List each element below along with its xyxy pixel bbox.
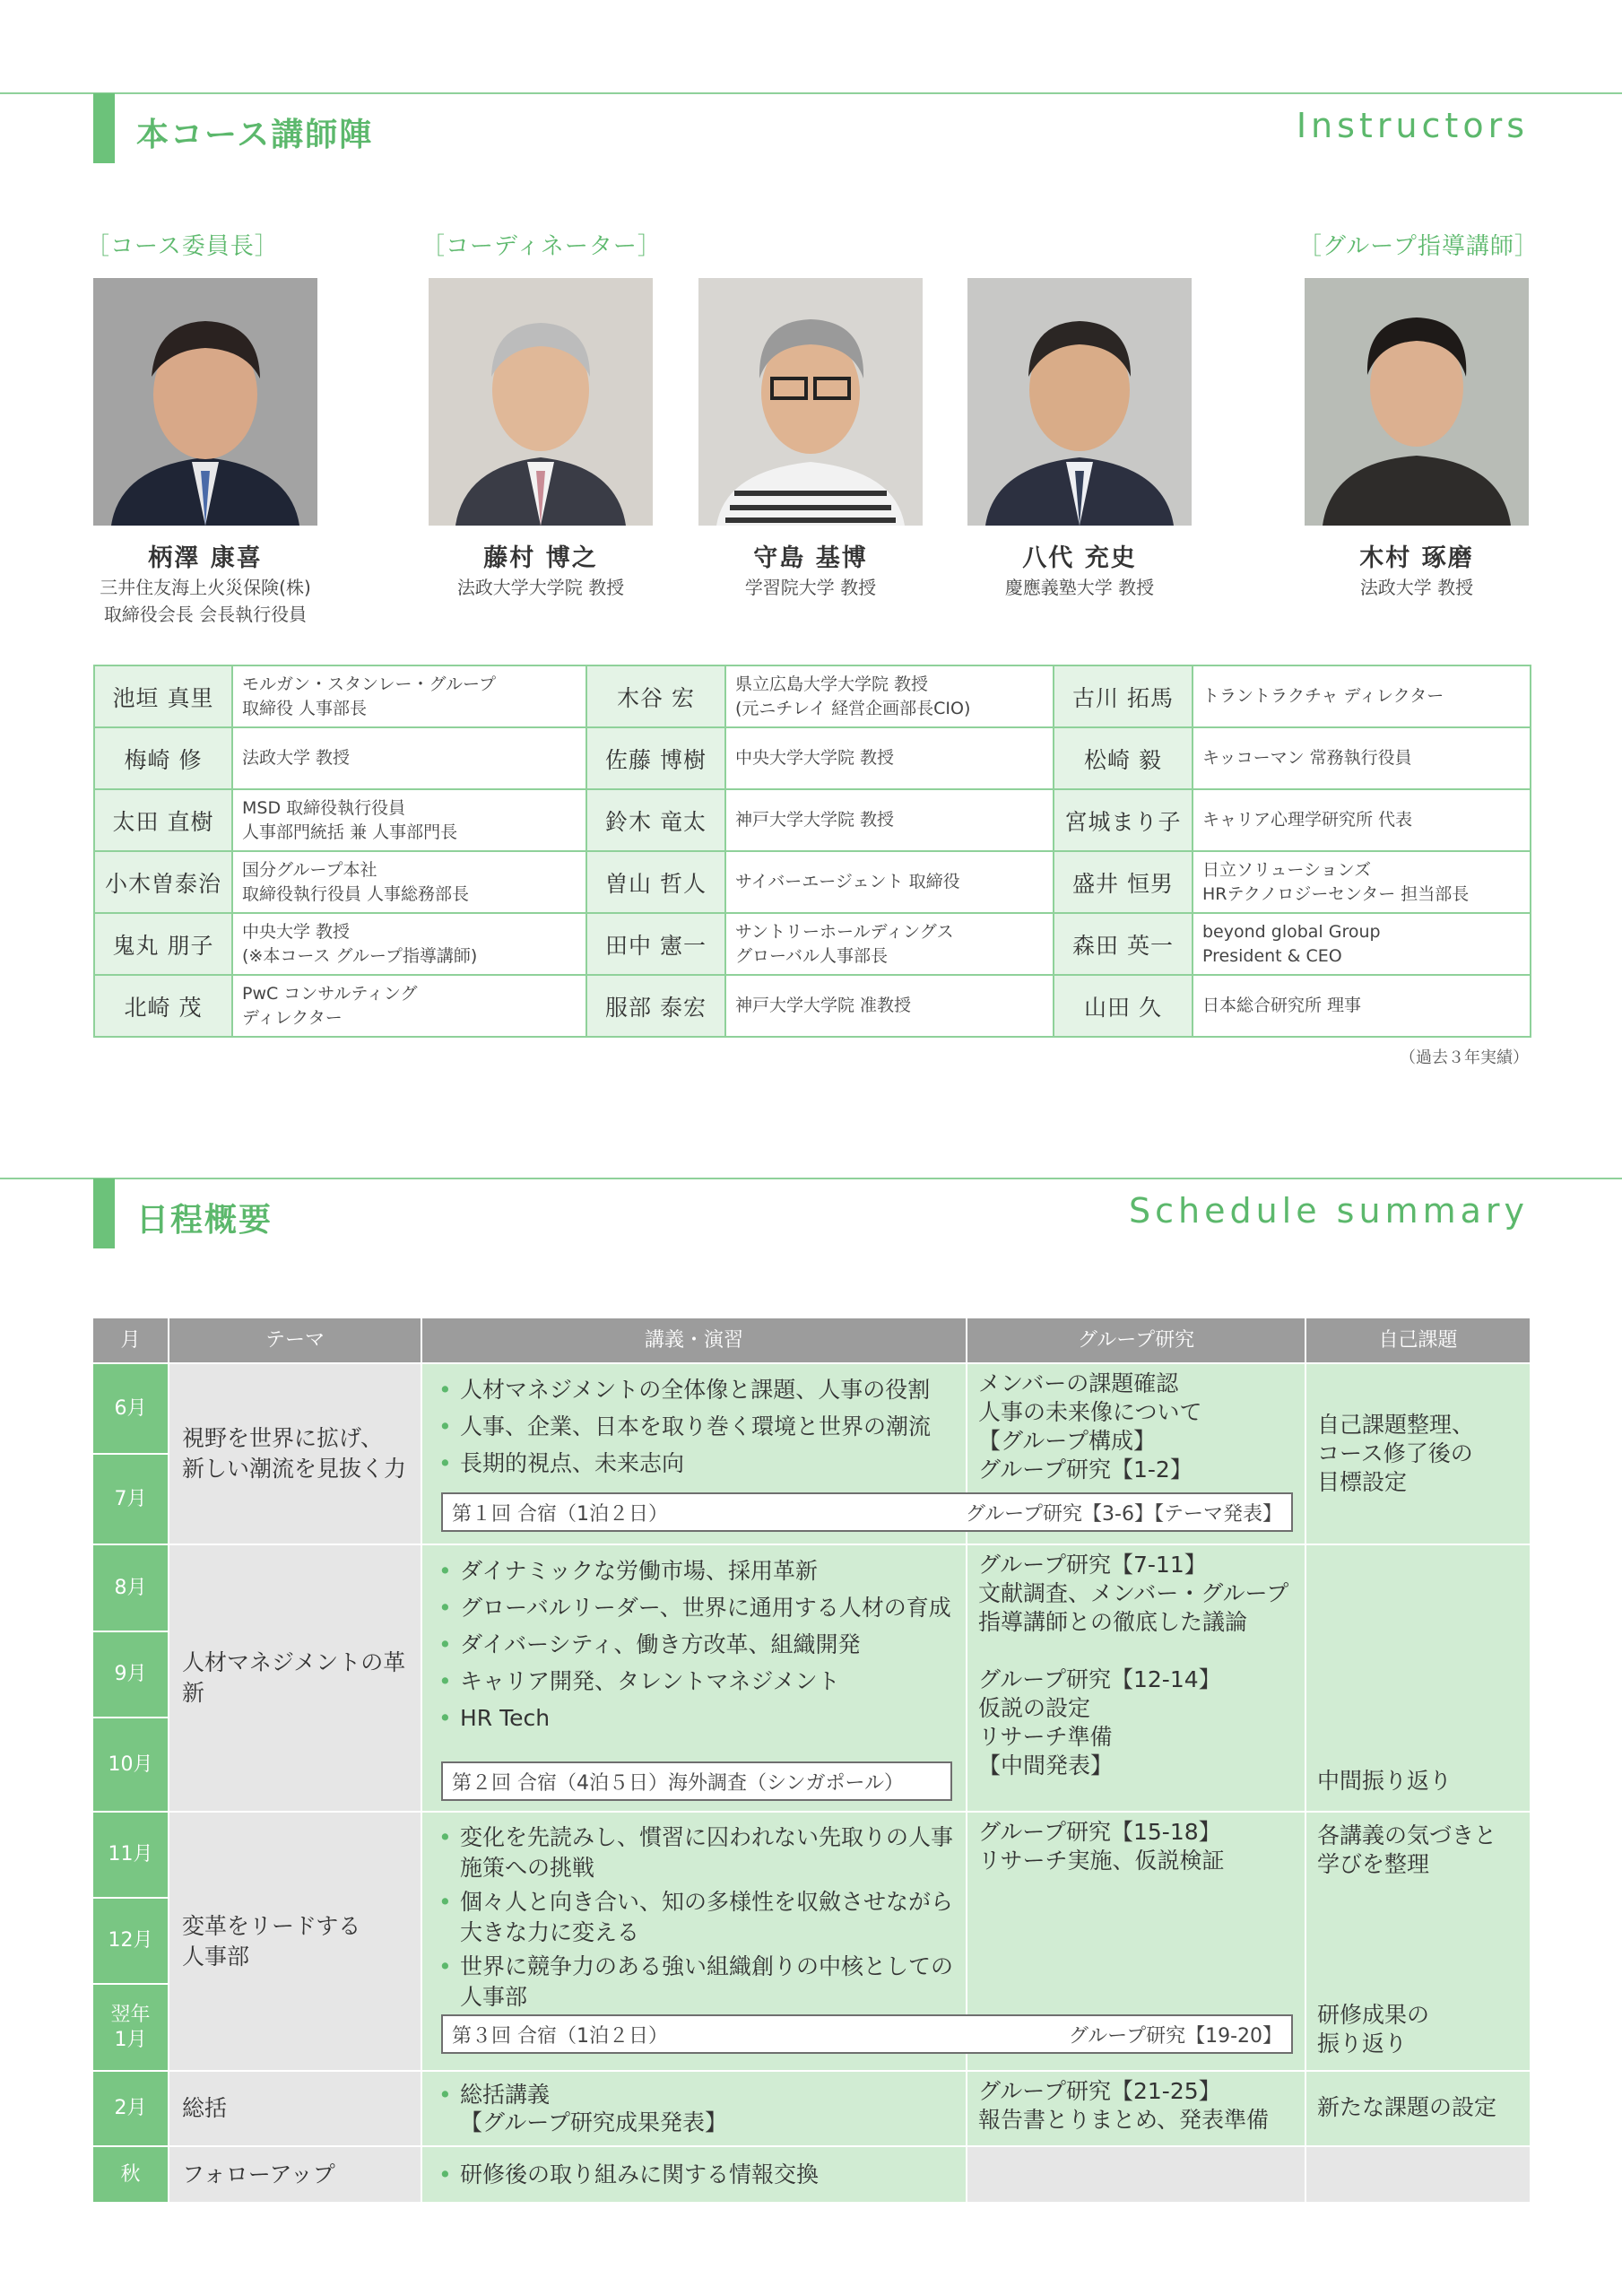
- lecture-list-5: [422, 2147, 966, 2193]
- faculty-row: [94, 851, 1531, 913]
- faculty-row: [94, 727, 1531, 789]
- camp-label-2: 第２回 合宿（4泊５日）海外調査（シンガポール）: [452, 1771, 905, 1795]
- faculty-name: 曽山 哲人: [586, 851, 725, 913]
- self-text-3b: 研修成果の 振り返り: [1317, 2002, 1430, 2057]
- faculty-name: 宮城まり子: [1054, 789, 1193, 851]
- self-text-3a: 各講義の気づきと 学びを整理: [1317, 1822, 1497, 1877]
- instructor-affiliation-3: 学習院大学 教授: [744, 577, 877, 598]
- header-month: 月: [93, 1318, 168, 1362]
- self-cell-4: [1306, 2072, 1530, 2145]
- faculty-row: [94, 789, 1531, 851]
- month-10: 10月: [93, 1718, 168, 1811]
- faculty-affiliation: サイバーエージェント 取締役: [725, 851, 1054, 913]
- instructors-title-en: Instructors: [1296, 106, 1529, 145]
- faculty-affiliation: PwC コンサルティング ディレクター: [232, 975, 586, 1037]
- self-cell-1: [1306, 1364, 1530, 1544]
- camp-box-1: [441, 1492, 1293, 1532]
- camp-group-1: グループ研究【3-6】【テーマ発表】: [965, 1502, 1282, 1526]
- instructor-affiliation-5: 法政大学 教授: [1359, 577, 1474, 598]
- header-lecture: 講義・演習: [422, 1318, 966, 1362]
- month-12: 12月: [93, 1899, 168, 1983]
- faculty-row: [94, 913, 1531, 975]
- faculty-name: 北崎 茂: [94, 975, 232, 1037]
- instructor-photo-1: [93, 278, 317, 526]
- self-text-1: 自己課題整理、 コース修了後の 目標設定: [1317, 1412, 1475, 1495]
- role-group-lecturer: ［グループ指導講師］: [1298, 233, 1539, 260]
- faculty-affiliation: 日立ソリューションズ HRテクノロジーセンター 担当部長: [1193, 851, 1531, 913]
- theme-1: 視野を世界に拡げ、 新しい潮流を見抜く力: [169, 1364, 421, 1544]
- theme-4: 総括: [169, 2072, 421, 2145]
- instructor-photo-3: [698, 278, 923, 526]
- self-cell-3: [1306, 1813, 1530, 2070]
- schedule-table: [93, 1318, 1530, 2202]
- faculty-row: [94, 665, 1531, 727]
- camp-label-3: 第３回 合宿（1泊２日）: [452, 2024, 668, 2048]
- faculty-name: 木谷 宏: [586, 665, 725, 727]
- month-6: 6月: [93, 1364, 168, 1453]
- camp-group-3: グループ研究【19-20】: [1068, 2024, 1282, 2048]
- schedule-title: 日程概要: [136, 1202, 273, 1239]
- faculty-affiliation: 神戸大学大学院 教授: [725, 789, 1054, 851]
- header-group: グループ研究: [967, 1318, 1305, 1362]
- faculty-note: （過去３年実績）: [1400, 1048, 1529, 1067]
- faculty-affiliation: 国分グループ本社 取締役執行役員 人事総務部長: [232, 851, 586, 913]
- month-autumn: 秋: [93, 2147, 168, 2202]
- self-cell-2: [1306, 1545, 1530, 1811]
- lecture-item: • 研修後の取り組みに関する情報交換: [438, 2156, 957, 2193]
- faculty-name: 佐藤 博樹: [586, 727, 725, 789]
- lecture-cell-4: [422, 2072, 966, 2145]
- faculty-name: 松崎 毅: [1054, 727, 1193, 789]
- role-chair: ［コース委員長］: [86, 233, 279, 260]
- theme-5: フォローアップ: [169, 2147, 421, 2202]
- instructors-top-rule: [0, 92, 1622, 94]
- faculty-affiliation: キャリア心理学研究所 代表: [1193, 789, 1531, 851]
- header-theme: テーマ: [169, 1318, 421, 1362]
- schedule-accent-bar: [93, 1178, 115, 1248]
- lecture-item: • 変化を先読みし、慣習に囚われない先取りの人事施策への挑戦: [438, 1822, 953, 1883]
- instructor-name-3: 守島 基博: [753, 544, 868, 572]
- faculty-name: 小木曽泰治: [94, 851, 232, 913]
- faculty-name: 池垣 真里: [94, 665, 232, 727]
- faculty-affiliation: MSD 取締役執行役員 人事部門統括 兼 人事部門長: [232, 789, 586, 851]
- instructor-photo-5: [1305, 278, 1529, 526]
- faculty-affiliation: beyond global Group President & CEO: [1193, 913, 1531, 975]
- instructor-affiliation-2: 法政大学大学院 教授: [456, 577, 625, 598]
- faculty-name: 鬼丸 朋子: [94, 913, 232, 975]
- faculty-affiliation: キッコーマン 常務執行役員: [1193, 727, 1531, 789]
- month-9: 9月: [93, 1632, 168, 1717]
- faculty-name: 山田 久: [1054, 975, 1193, 1037]
- lecture-item: • 人事、企業、日本を取り巻く環境と世界の潮流: [438, 1408, 957, 1445]
- camp-box-3: [441, 2014, 1293, 2054]
- instructor-name-1: 柄澤 康喜: [148, 544, 263, 572]
- lecture-item: • ダイナミックな労働市場、採用革新: [438, 1552, 957, 1589]
- instructor-photo-2: [429, 278, 653, 526]
- group-cell-5: [967, 2147, 1305, 2202]
- faculty-affiliation: 中央大学大学院 教授: [725, 727, 1054, 789]
- lecture-list-2: [422, 1545, 966, 1736]
- theme-3: 変革をリードする 人事部: [169, 1813, 421, 2070]
- instructors-accent-bar: [93, 93, 115, 163]
- lecture-item: • 個々人と向き合い、知の多様性を収斂させながら大きな力に変える: [438, 1887, 953, 1948]
- instructor-name-2: 藤村 博之: [483, 544, 598, 572]
- lecture-cell-5: [422, 2147, 966, 2202]
- month-next-1: 翌年 1月: [93, 1985, 168, 2070]
- month-2: 2月: [93, 2072, 168, 2145]
- group-cell-2: グループ研究【7-11】 文献調査、メンバー・グループ 指導講師との徹底した議論 グループ研究【12-14】 仮説の設定 リサーチ準備 【中間発表】: [967, 1545, 1305, 1811]
- camp-box-2: [441, 1761, 952, 1801]
- lecture-item-summary: • 総括講義 【グループ研究成果発表】: [438, 2082, 728, 2135]
- lecture-summary-text: 総括講義 【グループ研究成果発表】: [460, 2082, 728, 2135]
- faculty-affiliation: サントリーホールディングス グローバル人事部長: [725, 913, 1054, 975]
- faculty-name: 服部 泰宏: [586, 975, 725, 1037]
- self-text-4: 新たな課題の設定: [1317, 2094, 1497, 2120]
- self-text-2: 中間振り返り: [1317, 1768, 1453, 1794]
- faculty-name: 梅崎 修: [94, 727, 232, 789]
- lecture-item: • ダイバーシティ、働き方改革、組織開発: [438, 1626, 957, 1663]
- camp-label-1: 第１回 合宿（1泊２日）: [452, 1502, 668, 1526]
- theme-2: 人材マネジメントの革新: [169, 1545, 421, 1811]
- header-self: 自己課題: [1306, 1318, 1530, 1362]
- lecture-item: • グローバルリーダー、世界に通用する人材の育成: [438, 1589, 957, 1626]
- faculty-affiliation: 県立広島大学大学院 教授 (元ニチレイ 経営企画部長CIO): [725, 665, 1054, 727]
- instructor-photo-4: [967, 278, 1192, 526]
- faculty-name: 盛井 恒男: [1054, 851, 1193, 913]
- instructor-affiliation-1: 三井住友海上火災保険(株) 取締役会長 会長執行役員: [100, 577, 311, 625]
- role-coordinator: ［コーディネーター］: [421, 233, 662, 260]
- lecture-item: • キャリア開発、タレントマネジメント: [438, 1663, 957, 1700]
- faculty-affiliation: モルガン・スタンレー・グループ 取締役 人事部長: [232, 665, 586, 727]
- faculty-name: 古川 拓馬: [1054, 665, 1193, 727]
- faculty-name: 田中 憲一: [586, 913, 725, 975]
- lecture-list-3: [422, 1813, 966, 2013]
- faculty-name: 森田 英一: [1054, 913, 1193, 975]
- group-cell-3: グループ研究【15-18】 リサーチ実施、仮説検証: [967, 1813, 1305, 2070]
- faculty-affiliation: 日本総合研究所 理事: [1193, 975, 1531, 1037]
- faculty-affiliation: 神戸大学大学院 准教授: [725, 975, 1054, 1037]
- lecture-item: • 人材マネジメントの全体像と課題、人事の役割: [438, 1371, 957, 1408]
- group-cell-4: グループ研究【21-25】 報告書とりまとめ、発表準備: [967, 2072, 1305, 2145]
- instructor-name-5: 木村 琢磨: [1359, 544, 1474, 572]
- self-cell-5: [1306, 2147, 1530, 2202]
- faculty-name: 鈴木 竜太: [586, 789, 725, 851]
- lecture-item: • 長期的視点、未来志向: [438, 1445, 957, 1482]
- faculty-affiliation: トラントラクチャ ディレクター: [1193, 665, 1531, 727]
- lecture-list-1: [422, 1364, 966, 1482]
- faculty-affiliation: 法政大学 教授: [232, 727, 586, 789]
- faculty-row: [94, 975, 1531, 1037]
- schedule-title-en: Schedule summary: [1128, 1191, 1529, 1231]
- schedule-top-rule: [0, 1178, 1622, 1179]
- instructor-name-4: 八代 充史: [1022, 544, 1137, 572]
- instructors-title: 本コース講師陣: [136, 117, 374, 153]
- group-cell-1: メンバーの課題確認 人事の未来像について 【グループ構成】 グループ研究【1-2】: [967, 1364, 1305, 1544]
- faculty-table: [93, 665, 1531, 1038]
- lecture-item: • 世界に競争力のある強い組織創りの中核としての人事部: [438, 1952, 953, 2013]
- month-7: 7月: [93, 1455, 168, 1544]
- month-8: 8月: [93, 1545, 168, 1631]
- instructor-affiliation-4: 慶應義塾大学 教授: [1004, 577, 1155, 598]
- faculty-name: 太田 直樹: [94, 789, 232, 851]
- faculty-affiliation: 中央大学 教授 (※本コース グループ指導講師): [232, 913, 586, 975]
- month-11: 11月: [93, 1813, 168, 1897]
- lecture-item: • HR Tech: [438, 1700, 957, 1736]
